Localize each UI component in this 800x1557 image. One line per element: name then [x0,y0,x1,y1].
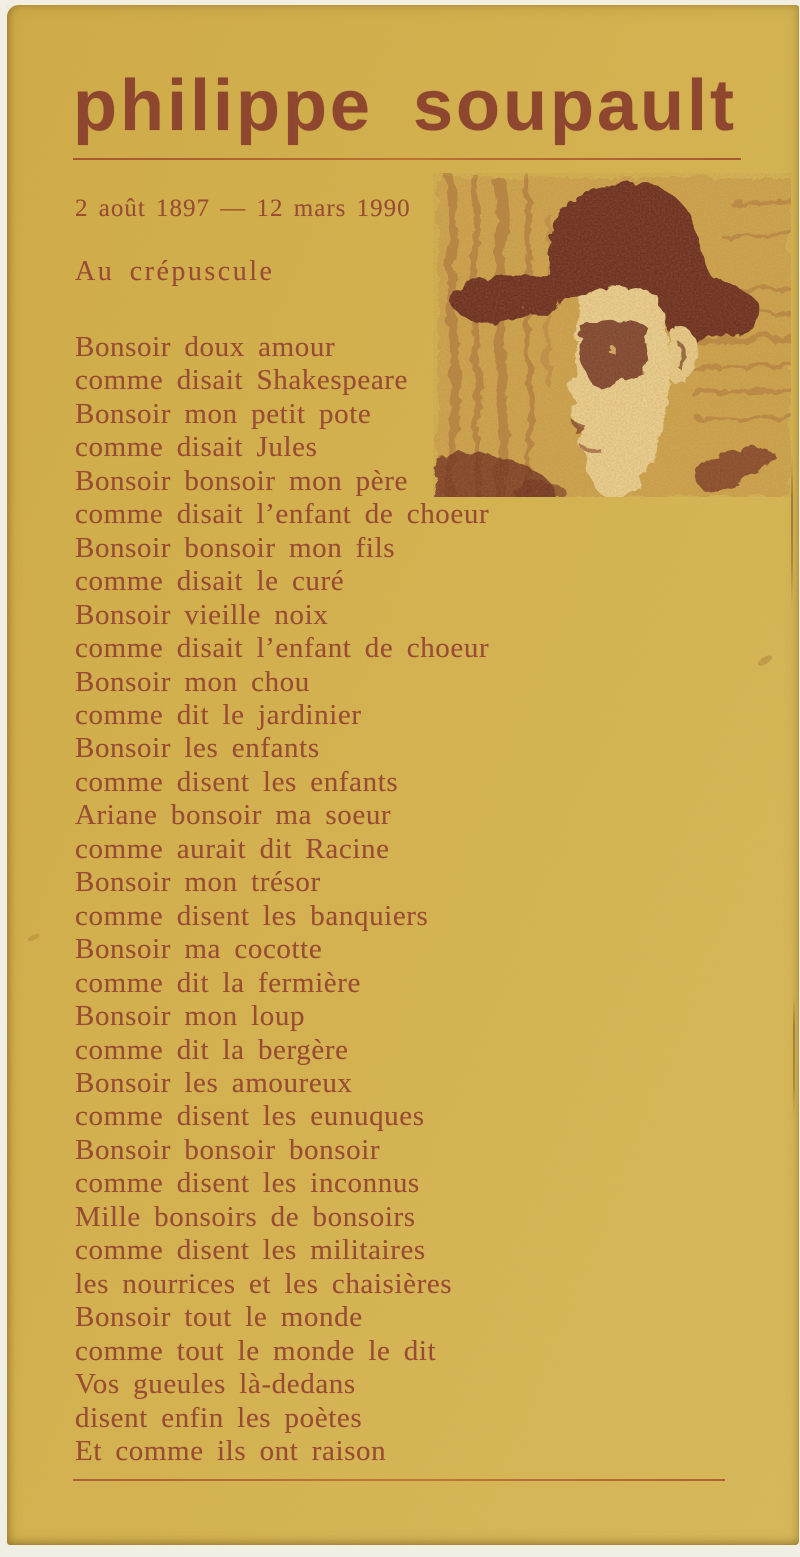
poem-line: comme disent les inconnus [75,1167,420,1200]
poem-line: Bonsoir tout le monde [75,1301,363,1334]
poem-line: comme disait Shakespeare [75,364,409,397]
poem-line: comme disait l’enfant de choeur [75,632,490,665]
page [7,5,799,1545]
poem-line: Bonsoir bonsoir mon fils [75,531,396,564]
poem-line: Et comme ils ont raison [75,1434,387,1467]
poem-line: comme disent les militaires [75,1234,426,1267]
poem-line: disent enfin les poètes [75,1401,363,1434]
poem-line: comme disait l’enfant de choeur [75,498,490,531]
poem-line: Bonsoir ma cocotte [75,933,323,966]
poem-line: comme dit la fermière [75,966,361,999]
poem-line: Bonsoir bonsoir mon père [75,464,408,497]
poem-line: Bonsoir mon petit pote [75,397,372,430]
poem-line: comme disent les eunuques [75,1100,425,1133]
divider-bottom [73,1479,725,1481]
poem-line: comme disent les banquiers [75,899,429,932]
life-dates: 2 août 1897 — 12 mars 1990 [75,195,411,222]
poem-body [75,331,595,1468]
poem-line: Bonsoir bonsoir bonsoir [75,1133,381,1166]
poem-line: Bonsoir doux amour [75,331,336,363]
poem-line: les nourrices et les chaisières [75,1267,453,1300]
fold-mark [793,997,795,1115]
poem-line: Bonsoir mon chou [75,665,310,698]
poem-line: comme disent les enfants [75,765,399,798]
divider-top [73,158,741,160]
poem-line: Bonsoir les amoureux [75,1066,353,1099]
poem-line: Bonsoir les enfants [75,732,320,765]
poem-line: comme dit la bergère [75,1033,349,1066]
poem-line: comme disait Jules [75,431,318,464]
poem-line: Bonsoir mon trésor [75,866,321,899]
fold-mark [791,455,793,605]
poem-line: Bonsoir mon loup [75,1000,306,1033]
scan-smudge [27,932,41,942]
poem-line: comme tout le monde le dit [75,1334,437,1367]
scan-smudge [756,653,773,667]
poem-line: Ariane bonsoir ma soeur [75,799,392,832]
poem-line: Mille bonsoirs de bonsoirs [75,1200,416,1233]
poem-line: Bonsoir vieille noix [75,598,329,631]
poem-line: comme aurait dit Racine [75,832,390,865]
poem-line: Vos gueules là-dedans [75,1368,356,1401]
page-title: philippe soupault [73,66,737,146]
portrait-photo [433,173,791,497]
poem-line: comme disait le curé [75,565,345,598]
poem-title: Au crépuscule [75,256,275,287]
portrait-image [433,173,791,497]
poem-line: comme dit le jardinier [75,698,362,731]
